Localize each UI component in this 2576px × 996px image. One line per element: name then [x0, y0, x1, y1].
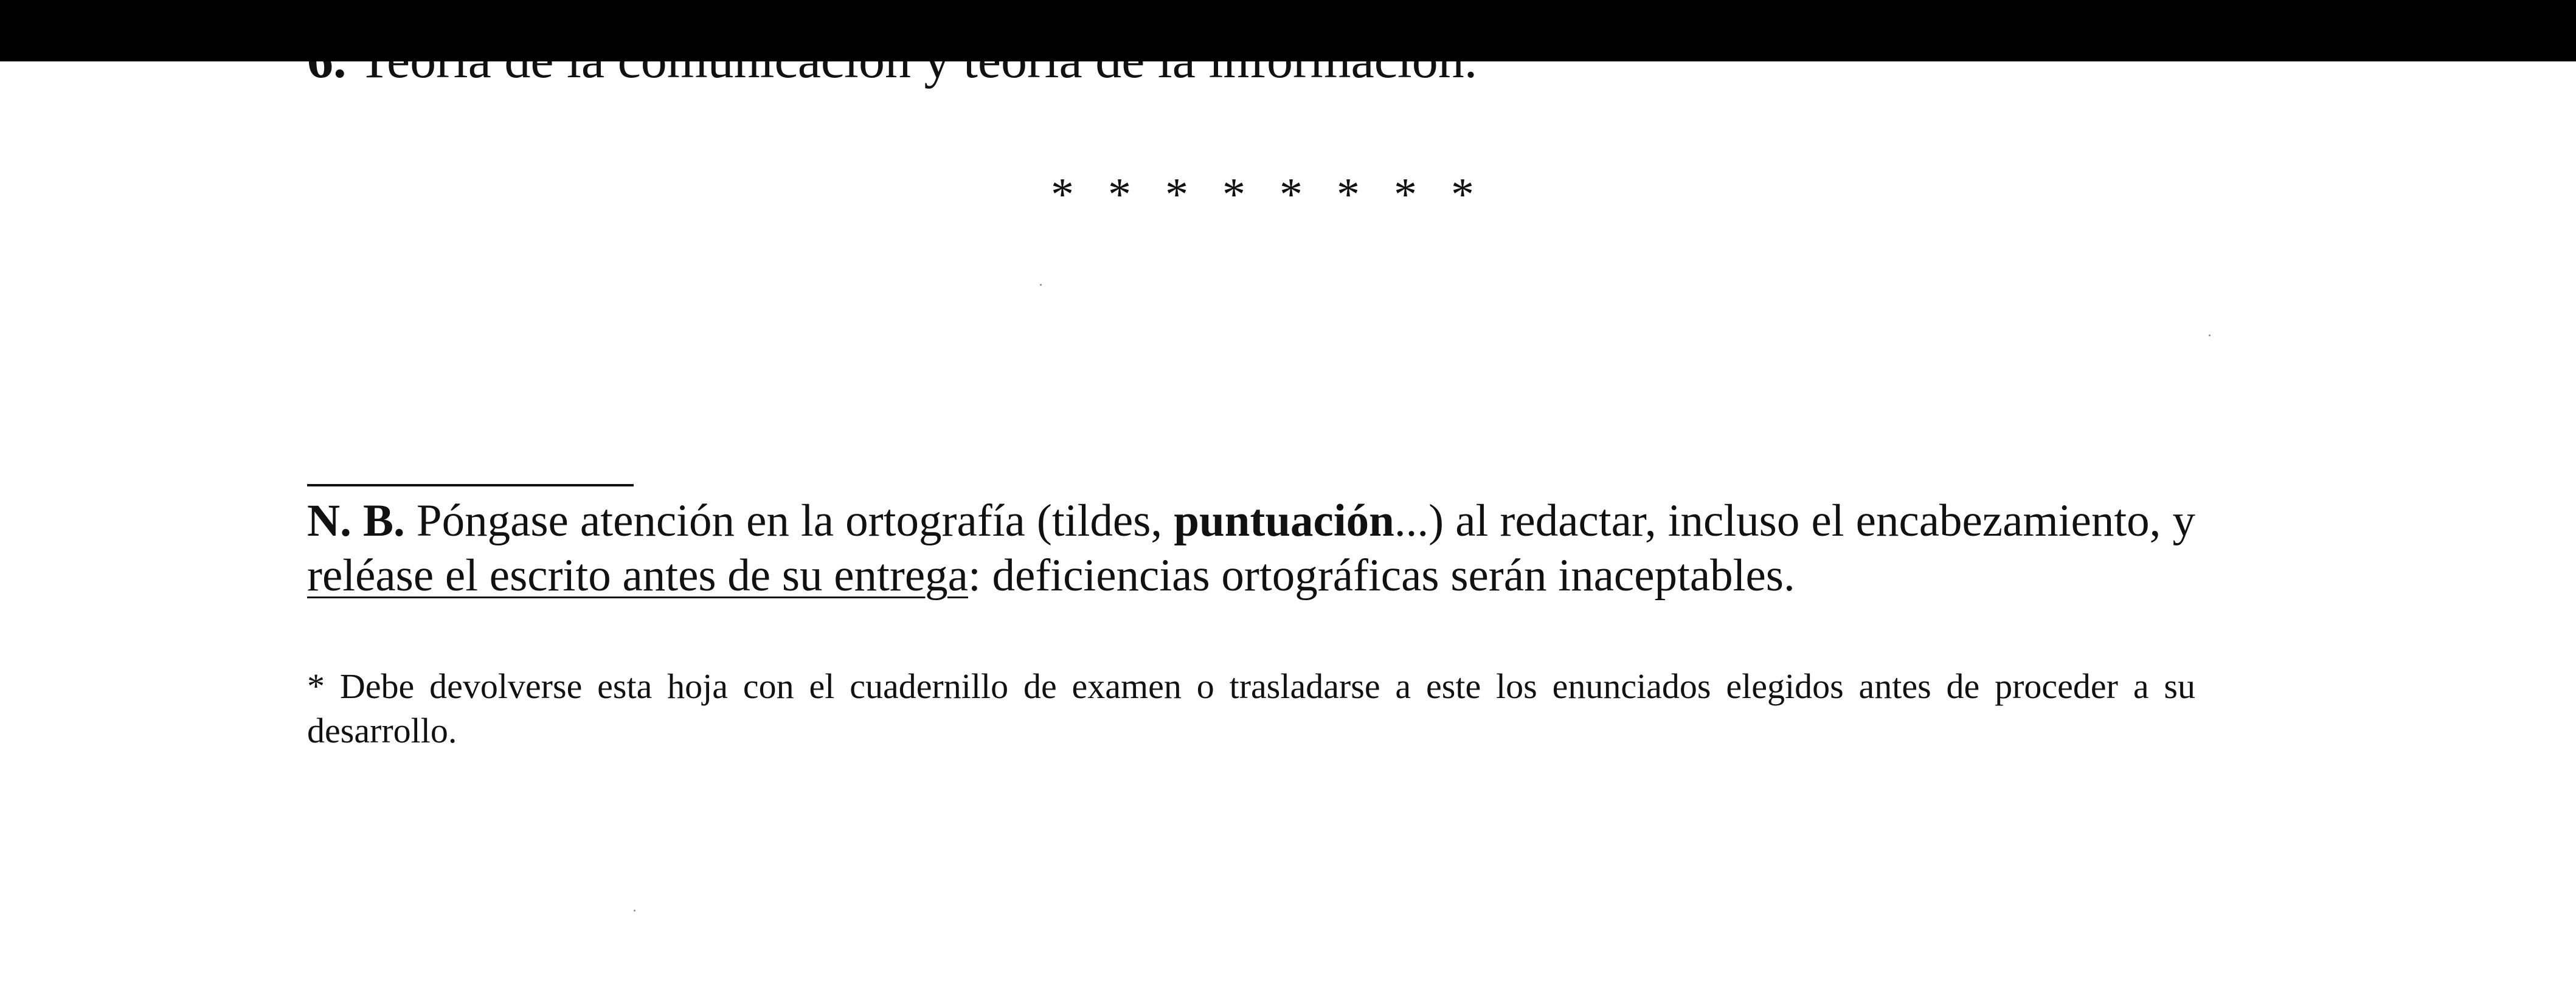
top-black-bar — [0, 0, 2576, 61]
note-lead: N. B. — [307, 496, 405, 546]
note-text-part2: ...) al redactar, incluso el encabezamiento, y — [1394, 496, 2196, 546]
note-text-part3: : deficiencias ortográficas serán inaceptables. — [968, 550, 1795, 601]
asterisk: * — [1165, 169, 1188, 220]
asterisk: * — [1337, 169, 1360, 220]
footnote: * Debe devolverse esta hoja con el cuadernillo de examen o trasladarse a este los enunciados elegidos antes de proceder a su desarrollo. — [307, 666, 2195, 750]
note-underlined-text: reléase el escrito antes de su entrega — [307, 550, 968, 601]
note-bold-word: puntuación — [1174, 496, 1394, 546]
asterisk: * — [1108, 169, 1131, 220]
note-rule — [307, 484, 634, 486]
asterisk: * — [1394, 169, 1417, 220]
asterisk: * — [1451, 169, 1474, 220]
asterisk: * — [1222, 169, 1245, 220]
scan-speck — [2209, 334, 2211, 336]
scan-speck — [1040, 284, 1042, 286]
asterisk: * — [1279, 169, 1303, 220]
note-text-part1: Póngase atención en la ortografía (tildes, — [416, 496, 1163, 546]
scan-speck — [634, 910, 635, 911]
asterisk-separator — [1034, 171, 1491, 218]
note-paragraph — [307, 494, 2195, 603]
asterisk: * — [1051, 169, 1074, 220]
